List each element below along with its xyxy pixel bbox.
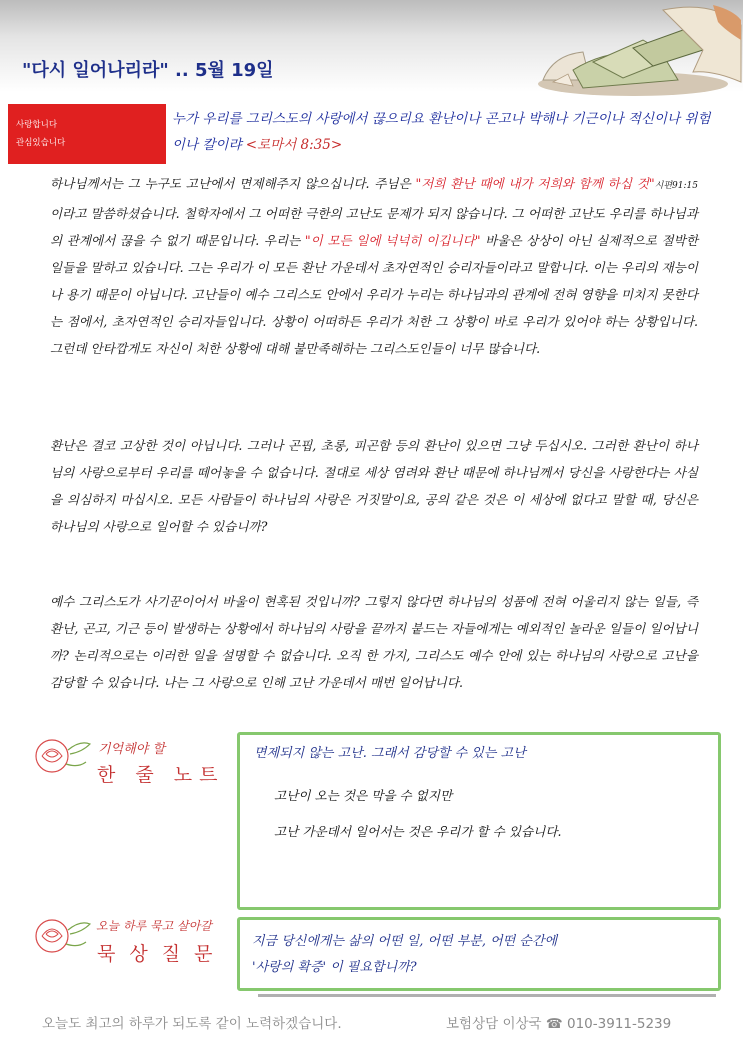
memo-line-2: 고난 가운데서 일어서는 것은 우리가 할 수 있습니다.: [274, 824, 562, 839]
footer-slogan: 오늘도 최고의 하루가 되도록 같이 노력하겠습니다.: [42, 1016, 342, 1032]
memo-box: [237, 732, 721, 910]
paragraph-3: 예수 그리스도가 사기꾼이어서 바울이 현혹된 것입니까? 그렇지 않다면 하나님의 성품에 전혀 어울리지 않는 일들, 즉 환난, 곤고, 기근 등이 발생하는 상황에서 하나님의 사랑을 끝까지 붙드는 자들에게는 예외적인 놀라운 일들이 일어납니까? 논리적으로는 이러한 일을 설명할 수 없습니다. 오직 한 가지, 그리스도 예수 안에 있는 하나님의 사랑으로 고난을 감당할 수 있습니다. 나는 그 사랑으로 인해 고난 가운데서 매번 일어납니다.: [50, 594, 698, 690]
paragraph-1-quote1: "저희 환난 때에 내가 저희와 함께 하십 것": [415, 176, 655, 191]
paragraph-1-part3: 바울은 상상이 아닌 실제적으로 절박한 일들을 말하고 있습니다. 그는 우리가 이 모든 환난 가운데서 초자연적인 승리자들이라고 말합니다. 이는 우리의 재능이나 용기 때문이 아닙니다. 고난들이 예수 그리스도 안에서 우리가 누리는 하나님과의 관계에 전혀 영향을 미치지 못한다는 점에서, 초자연적인 승리자들입니다. 상황이 어떠하든 우리가 처한 그 상황이 바로 우리가 있어야 하는 상황입니다. 그런데 안타깝게도 자신이 처한 상황에 대해 불만족해하는 그리스도인들이 너무 많습니다.: [50, 233, 698, 356]
memo-label-top: 기억해야 할: [98, 742, 165, 757]
rose-icon: [30, 734, 98, 778]
footer-phone: 010-3911-5239: [567, 1016, 672, 1032]
paragraph-1-ref1: 시편91:15: [654, 181, 698, 191]
side-tag-line2: 관심있습니다: [16, 138, 66, 148]
side-tag: [8, 104, 130, 164]
page-header: [0, 0, 743, 100]
telephone-icon: ☎: [545, 1016, 563, 1032]
question-label-main: 묵 상 질 문: [97, 943, 217, 965]
rose-icon: [30, 914, 98, 958]
broken-egg-money-illustration: [513, 0, 743, 100]
memo-line-1: 고난이 오는 것은 막을 수 없지만: [274, 788, 453, 803]
question-line-2: '사랑의 확증' 이 필요합니까?: [252, 960, 417, 975]
verse-red-stripe: [130, 104, 166, 164]
paragraph-1-part1: 하나님께서는 그 누구도 고난에서 면제해주지 않으십니다. 주님은: [50, 176, 416, 191]
paragraph-1-part2: 이라고 말씀하셨습니다. 철학자에서 그 어떠한 극한의 고난도 문제가 되지 않습니다. 그 어떠한 고난도 우리를 하나님과의 관계에서 끊을 수 없기 때문입니다. 우리는: [50, 206, 698, 248]
verse-text: 누가 우리를 그리스도의 사랑에서 끊으리요 환난이나 곤고나 박해나 기근이나 적신이나 위험이나 칼이랴: [172, 111, 711, 153]
paragraph-1-quote2: "이 모든 일에 넉넉히 이깁니다": [304, 233, 481, 248]
paragraph-1: [50, 170, 698, 362]
verse-reference: <로마서 8:35>: [245, 137, 343, 153]
footer-contact-name: 보험상담 이상국: [446, 1016, 542, 1032]
page-title: "다시 일어나리라" .. 5월 19일: [22, 60, 274, 81]
paragraph-2: 환난은 결코 고상한 것이 아닙니다. 그러나 곤핍, 초롱, 피곤함 등의 환난이 있으면 그냥 두십시오. 그러한 환난이 하나님의 사랑으로부터 우리를 떼어놓을 수 없습니다. 절대로 세상 염려와 환난 때문에 하나님께서 당신을 사랑한다는 사실을 의심하지 마십시오. 모든 사람들이 하나님의 사랑은 거짓말이요, 공의 같은 것은 이 세상에 없다고 말할 때, 당신은 하나님의 사랑으로 일어할 수 있습니까?: [50, 438, 698, 534]
side-tag-text: [16, 116, 65, 152]
footer-divider: [258, 994, 716, 997]
question-box: [237, 917, 721, 991]
memo-label-main: 한 줄 노트: [97, 764, 225, 786]
scripture-verse: [172, 106, 712, 158]
question-label-top: 오늘 하루 묵고 살아갈: [96, 919, 212, 933]
memo-title: 면제되지 않는 고난. 그래서 감당할 수 있는 고난: [254, 746, 526, 761]
footer-contact: [446, 1012, 671, 1032]
side-tag-line1: 사랑합니다: [16, 120, 58, 130]
question-line-1: 지금 당신에게는 삶의 어떤 일, 어떤 부분, 어떤 순간에: [252, 934, 558, 949]
